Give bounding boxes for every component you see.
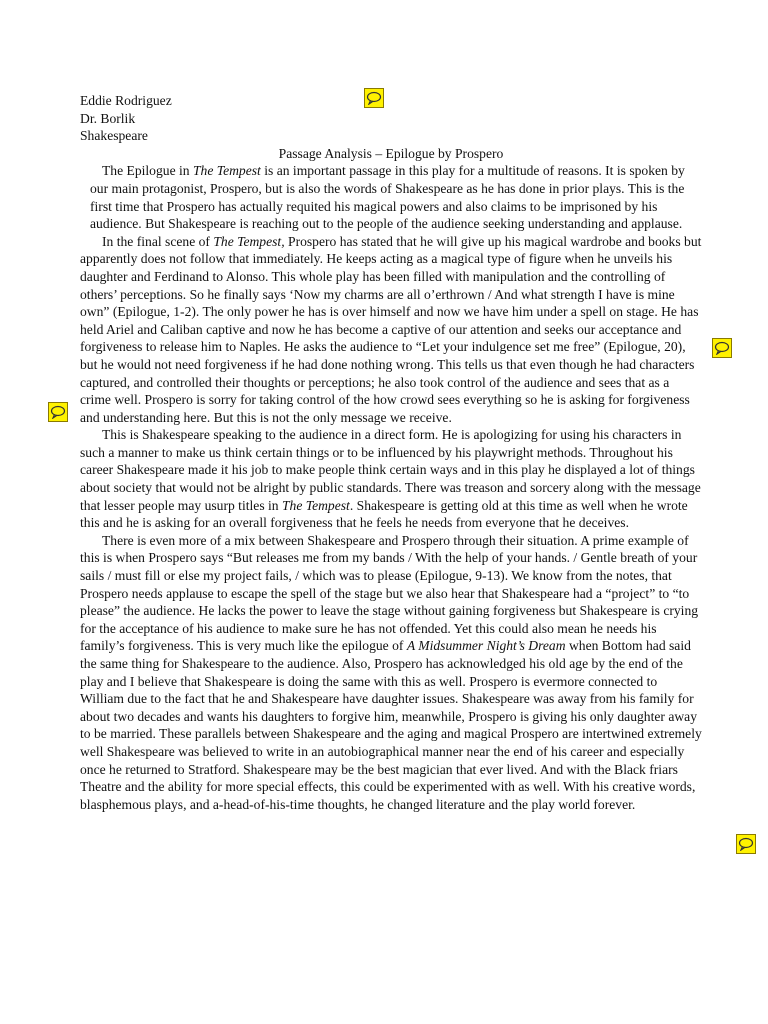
paragraph-text: is an important passage in this play for a multitude of reasons. It is spoken by our main protagonist, Prospero, but is also the words of Shakespeare as he has done in prior plays. This is the first time that Prospero has actually requited his magical powers and also claims to be imprisoned by his audience. But Shakespeare is reaching out to the people of the audience seeking understanding and applause. (90, 163, 685, 232)
italic-title: The Tempest (192, 163, 261, 179)
course-name: Shakespeare (80, 128, 148, 144)
paragraph-text: The Epilogue in (102, 163, 193, 179)
comment-icon (738, 837, 754, 851)
comment-note-1[interactable] (364, 88, 384, 108)
document-body (80, 92, 702, 813)
comment-note-3[interactable] (48, 402, 68, 422)
instructor-name: Dr. Borlik (80, 110, 136, 126)
comment-icon (50, 405, 66, 419)
comment-icon (714, 341, 730, 355)
paragraph-3 (80, 426, 702, 532)
italic-title: The Tempest (281, 497, 350, 513)
paragraph-text: when Bottom had said the same thing for Shakespeare to the audience. Also, Prospero has acknowledged his old age by the end of the play and I believe that Shakespeare is doing the same with this as well. Prospero is evermore connected to William due to the fact that he and Shakespeare have daughter issues. Shakespeare was away from his family for about two decades and wants his daughters to forgive him, meanwhile, Prospero is giving his only daughter away to be married. These parallels between Shakespeare and the aging and magical Prospero are intertwined extremely well Shakespeare was believed to write in an autobiographical manner near the end of his career and especially once he returned to Stratford. Shakespeare may be the best magician that ever lived. And with the Black friars Theatre and the ability for more special effects, this could be experimented with as well. With his creative words, blasphemous plays, and a-head-of-his-time thoughts, he changed literature and the play world forever. (80, 638, 702, 812)
italic-title: The Tempest, (213, 233, 285, 249)
paragraph-text: This is Shakespeare speaking to the audience in a direct form. He is apologizing for using his characters in such a manner to make us think certain things or to be influenced by his playwright methods. Throughout his career Shakespeare made it his job to make people think certain ways and in this play he displayed a lot of things about society that would not be alright by public standards. There was treason and sorcery along with the message that lesser people may usurp titles in (80, 427, 701, 513)
italic-title: A Midsummer Night’s Dream (406, 638, 566, 654)
paragraph-text: . Shakespeare is getting old at this time as well when he wrote this and he is asking for an overall forgiveness that he feels he needs from everyone that he deceives. (80, 497, 688, 531)
paragraph-1 (80, 162, 702, 232)
document-title: Passage Analysis – Epilogue by Prospero (278, 145, 504, 161)
paragraph-text: There is even more of a mix between Shakespeare and Prospero through their situation. A prime example of this is when Prospero says “But releases me from my bands / With the help of your hands. / Gentle breath of your sails / must fill or else my project fails, / which was to please (Epilogue, 9-13). We know from the notes, that Prospero needs applause to escape the spell of the stage but we also hear that Shakespeare had a “project” to “to please” the audience. He lacks the power to leave the stage without gaining forgiveness but Shakespeare is crying for the acceptance of his audience to make sure he has not offended. Yet this could also mean he needs his family’s forgiveness. This is very much like the epilogue of (80, 532, 699, 654)
author-name: Eddie Rodriguez (80, 93, 172, 108)
paragraph-text: Prospero has stated that he will give up his magical wardrobe and books but apparently does not follow that immediately. He keeps acting as a magical type of figure when he unveils his daughter and Ferdinand to Alonso. This whole play has been filled with manipulation and the controlling of others’ perceptions. So he finally says ‘Now my charms are all o’erthrown / And what strength I have is mine own” (Epilogue, 1-2). The only power he has is over himself and now we have him under a spell on stage. He has held Ariel and Caliban captive and now he has become a captive of our attention and seeks our acceptance and forgiveness to release him to Naples. He asks the audience to “Let your indulgence set me free” (Epilogue, 20), but he would not need forgiveness if he had done nothing wrong. This tells us that even though he had characters captured, and controlled their thoughts or perceptions; he also took control of the audience and sees that as a crime well. Prospero is sorry for taking control of the how crowd sees everything so he is asking for forgiveness and understanding here. But this is not the only message we receive. (80, 233, 702, 425)
paragraph-2 (80, 233, 702, 427)
paragraph-4 (80, 532, 702, 814)
comment-note-2[interactable] (712, 338, 732, 358)
comment-note-4[interactable] (736, 834, 756, 854)
paragraph-text: In the final scene of (102, 233, 214, 249)
comment-icon (366, 91, 382, 105)
